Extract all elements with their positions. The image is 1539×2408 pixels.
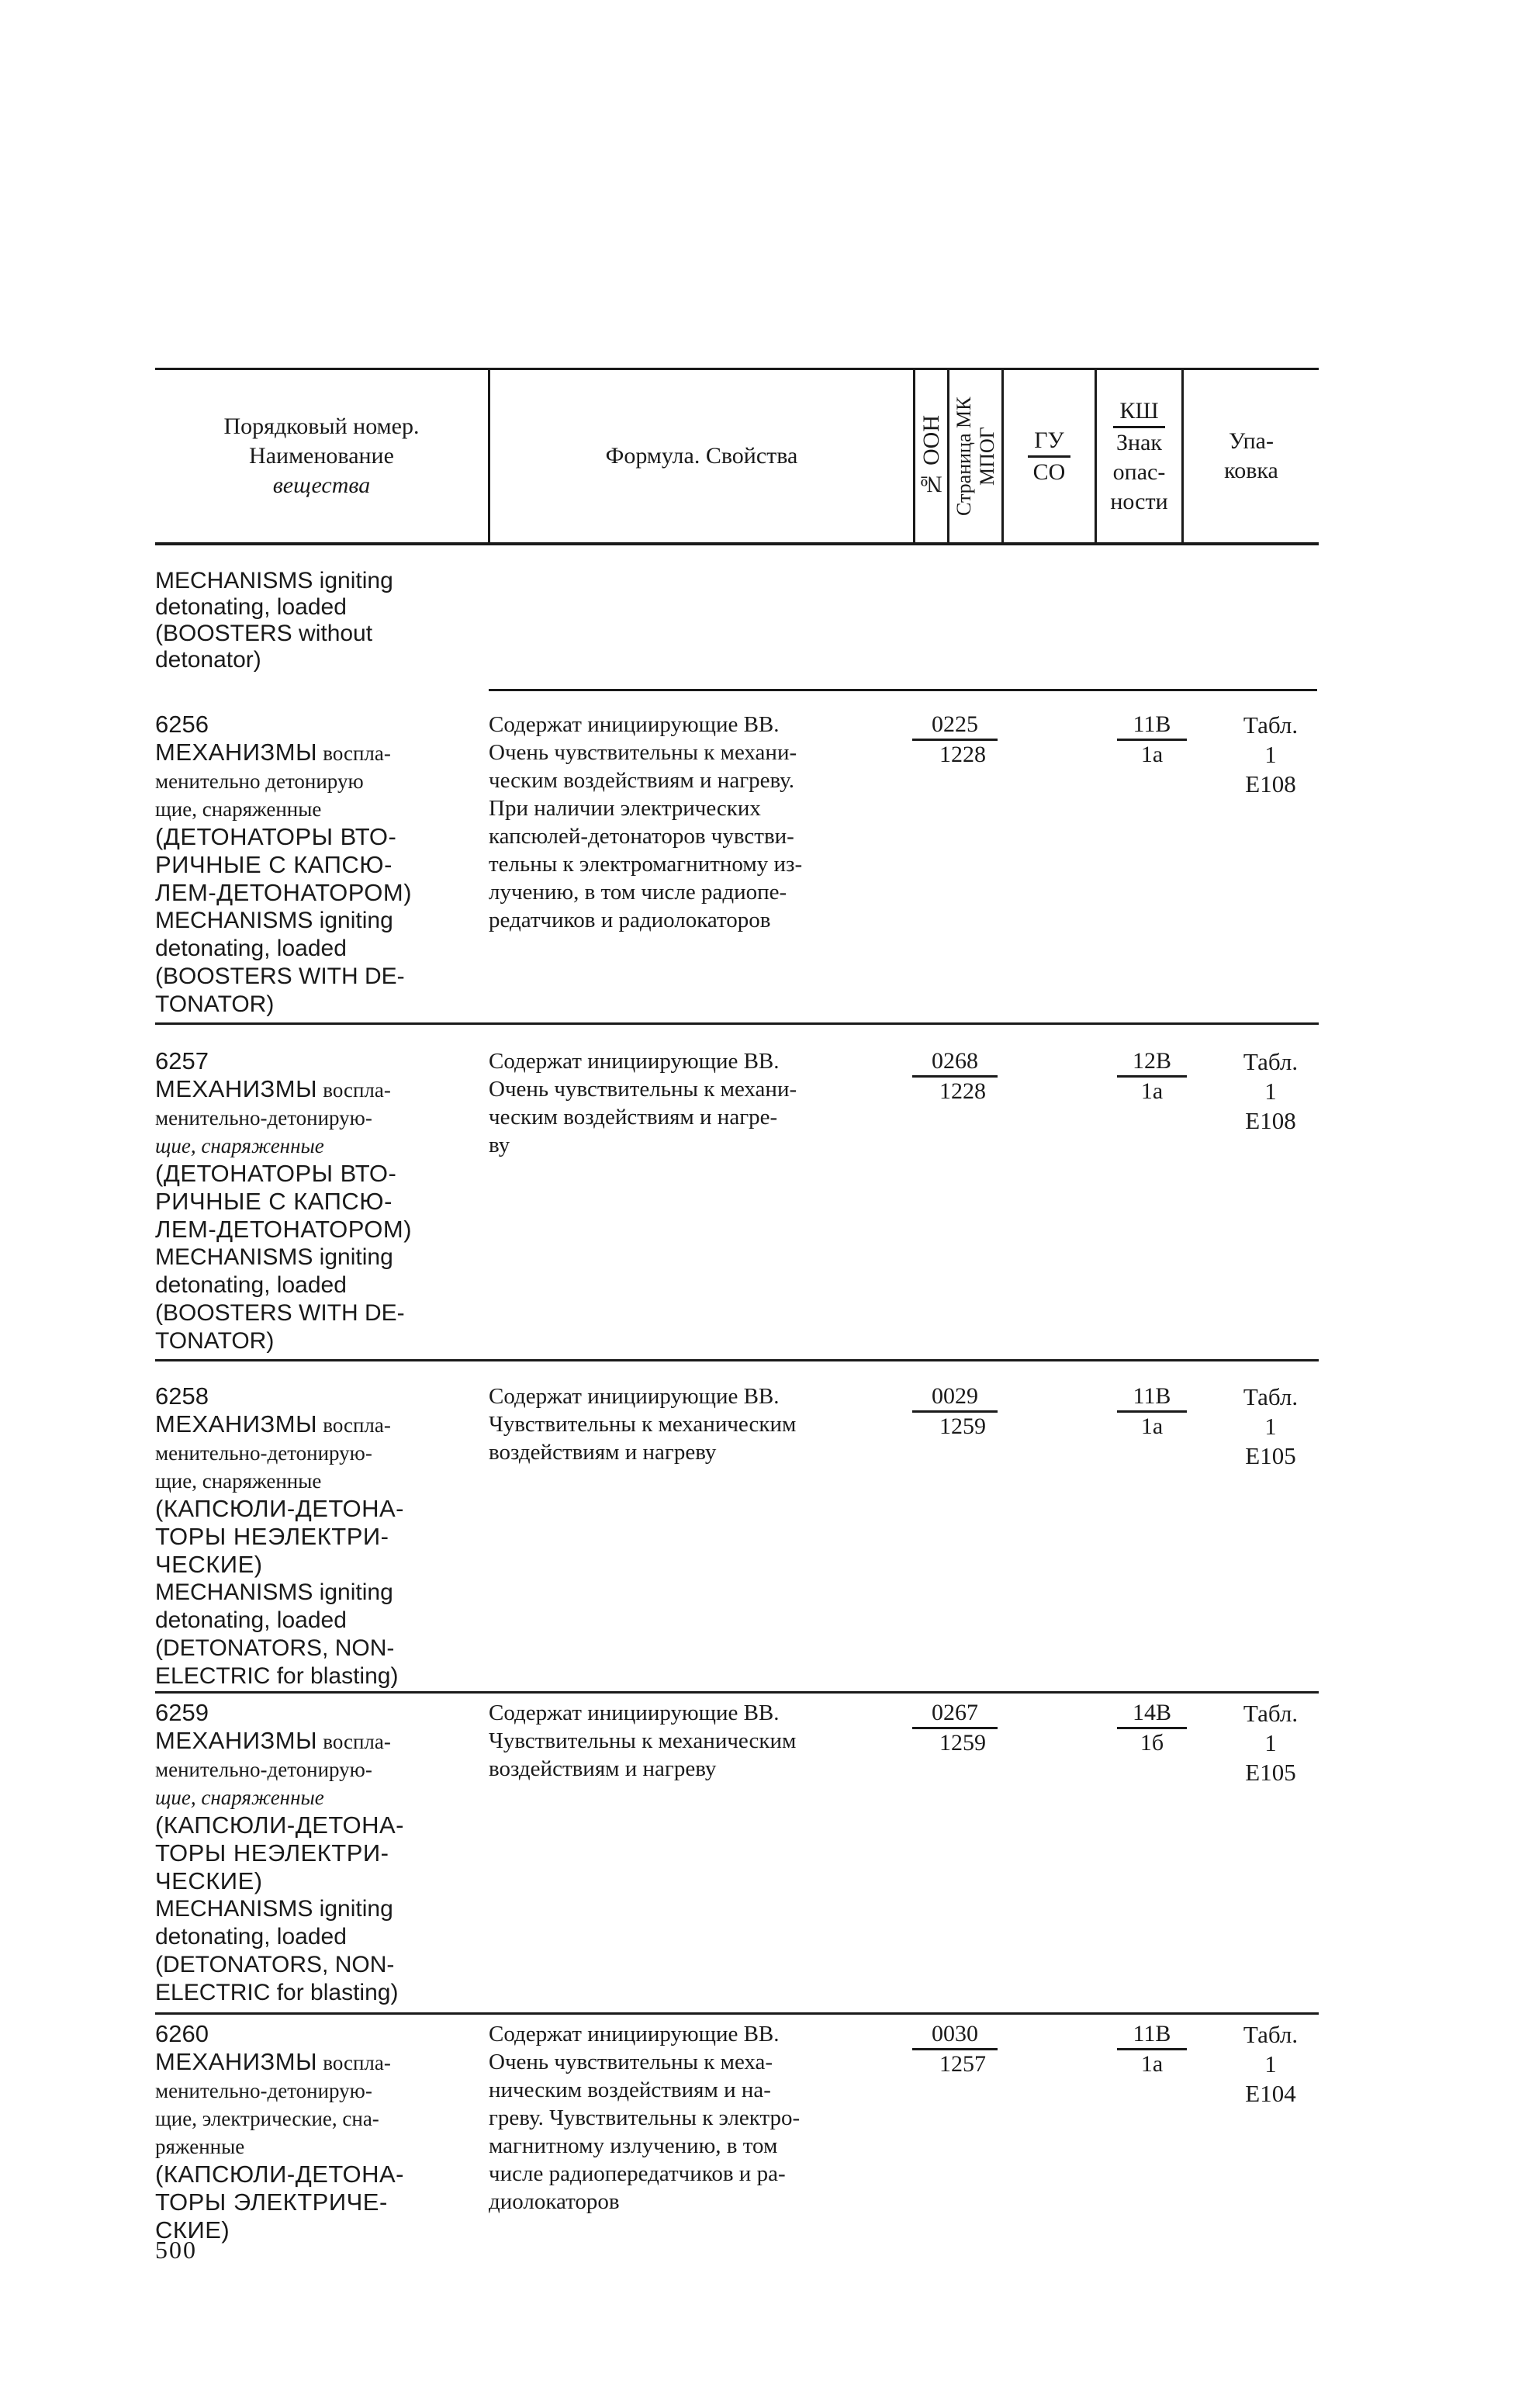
props-line4: ву: [489, 1133, 510, 1157]
header-sign-line2: опас-: [1112, 458, 1166, 485]
separator-rule: [155, 1691, 1319, 1694]
entry-alt-line3: ЧЕСКИЕ): [155, 1551, 263, 1578]
entry-packing: [1223, 2020, 1319, 2109]
entry-gu-fraction: [1109, 711, 1195, 769]
sign-value: 1а: [1140, 2051, 1164, 2077]
entry-name: [155, 2020, 481, 2244]
continued-line2: detonating, loaded: [155, 594, 347, 620]
props-line1: Содержат инициирующие ВВ.: [489, 2022, 780, 2046]
entry-packing: [1223, 1047, 1319, 1136]
entry-alt-line1: (ДЕТОНАТОРЫ ВТО-: [155, 823, 397, 850]
entry-name-caps: МЕХАНИЗМЫ: [155, 1727, 318, 1754]
gu-value: 11В: [1117, 1382, 1187, 1413]
pack-line3: Е105: [1245, 1442, 1296, 1469]
entry-un-fraction: [912, 2020, 998, 2078]
pack-line3: Е104: [1245, 2080, 1296, 2107]
pack-line2: 1: [1264, 741, 1277, 768]
entry-en-line3: (DETONATORS, NON-: [155, 1952, 395, 1977]
header-co-label: СО: [1032, 458, 1066, 485]
sign-value: 1а: [1140, 742, 1164, 767]
props-line3: воздействиям и нагреву: [489, 1440, 717, 1465]
entry-alt-line3: ЛЕМ-ДЕТОНАТОРОМ): [155, 1216, 413, 1243]
entry-en-line4: ELECTRIC for blasting): [155, 1663, 399, 1689]
sign-value: 1б: [1140, 1730, 1164, 1756]
entry-alt-line2: ТОРЫ ЭЛЕКТРИЧЕ-: [155, 2188, 388, 2216]
header-gu-label: ГУ: [1028, 426, 1070, 458]
un-number: 0029: [912, 1382, 998, 1413]
entry-name-rest: воспла-: [323, 2051, 391, 2074]
entry-name: [155, 711, 481, 1019]
entry-en-line1: MECHANISMS igniting: [155, 1244, 393, 1270]
entry-en-line2: detonating, loaded: [155, 1924, 347, 1950]
un-number: 0267: [912, 1699, 998, 1729]
pack-line2: 1: [1264, 1413, 1277, 1440]
pack-line2: 1: [1264, 2050, 1277, 2078]
entry-un-fraction: [912, 1382, 998, 1441]
entry-properties: [489, 2020, 917, 2216]
entry-en-line2: detonating, loaded: [155, 936, 347, 961]
gu-value: 11В: [1117, 711, 1187, 741]
entry-alt-line2: РИЧНЫЕ С КАПСЮ-: [155, 851, 393, 878]
props-line2: Чувствительны к механическим: [489, 1728, 797, 1753]
entry-name: [155, 1047, 481, 1355]
props-line5: магнитному излучению, в том: [489, 2133, 778, 2158]
mk-page: 1257: [939, 2051, 986, 2077]
entry-name-line3: щие, электрические, сна-: [155, 2107, 379, 2130]
entry-en-line3: (BOOSTERS WITH DE-: [155, 964, 405, 989]
entry-name-line3: щие, снаряженные: [155, 1786, 324, 1809]
pack-line2: 1: [1264, 1729, 1277, 1756]
entry-gu-fraction: [1109, 2020, 1195, 2078]
header-name-column: [155, 370, 490, 542]
entry-name-rest: воспла-: [323, 1730, 391, 1753]
entry-en-line1: MECHANISMS igniting: [155, 908, 393, 933]
props-line1: Содержат инициирующие ВВ.: [489, 1049, 780, 1074]
continued-line4: detonator): [155, 647, 261, 673]
header-pack-column: [1184, 370, 1319, 542]
header-gu-column: [1004, 370, 1097, 542]
entry-gu-fraction: [1109, 1382, 1195, 1441]
mk-page: 1228: [939, 742, 986, 767]
entry-en-line3: (DETONATORS, NON-: [155, 1635, 395, 1661]
props-line2: Очень чувствительны к механи-: [489, 1077, 797, 1102]
continued-entry: [155, 568, 489, 673]
separator-rule: [155, 1359, 1319, 1361]
entry-en-line4: TONATOR): [155, 1328, 275, 1354]
header-un-label: № ООН: [918, 415, 944, 497]
entry-name-rest: воспла-: [323, 1413, 391, 1437]
props-line8: редатчиков и радиолокаторов: [489, 908, 771, 932]
header-un-column: [915, 370, 949, 542]
entry-un-fraction: [912, 711, 998, 769]
entry-name-line2: менительно-детонирую-: [155, 1758, 372, 1781]
entry-name-rest: воспла-: [323, 742, 391, 765]
props-line6: тельны к электромагнитному из-: [489, 852, 803, 877]
props-line7: лучению, в том числе радиопе-: [489, 880, 787, 905]
entry-name-line2: менительно-детонирую-: [155, 1441, 372, 1465]
entry-alt-line3: СКИЕ): [155, 2216, 230, 2244]
props-line3: воздействиям и нагреву: [489, 1756, 717, 1781]
entry-properties: [489, 1047, 917, 1159]
separator-rule: [489, 689, 1317, 691]
entry-name-line2: менительно детонирую: [155, 770, 364, 793]
entry-alt-line1: (КАПСЮЛИ-ДЕТОНА-: [155, 1495, 404, 1522]
entry-number: 6258: [155, 1382, 209, 1410]
header-page-column: [949, 370, 1004, 542]
props-line2: Чувствительны к механическим: [489, 1412, 797, 1437]
pack-line1: Табл.: [1243, 711, 1299, 739]
entry-name-caps: МЕХАНИЗМЫ: [155, 739, 318, 766]
un-number: 0030: [912, 2020, 998, 2050]
entry-alt-line3: ЛЕМ-ДЕТОНАТОРОМ): [155, 879, 413, 906]
props-line4: греву. Чувствительны к электро-: [489, 2105, 801, 2130]
entry-name-line2: менительно-детонирую-: [155, 2079, 372, 2102]
props-line3: ческим воздействиям и нагре-: [489, 1105, 778, 1130]
table-header-block: [155, 368, 1319, 545]
entry-packing: [1223, 1382, 1319, 1471]
entry-name: [155, 1382, 481, 1690]
props-line2: Очень чувствительны к меха-: [489, 2050, 773, 2074]
gu-value: 11В: [1117, 2020, 1187, 2050]
mk-page: 1228: [939, 1078, 986, 1104]
entry-en-line4: ELECTRIC for blasting): [155, 1980, 399, 2005]
props-line7: диолокаторов: [489, 2189, 620, 2214]
entry-number: 6257: [155, 1047, 209, 1074]
entry-properties: [489, 1699, 917, 1783]
entry-number: 6260: [155, 2020, 209, 2047]
pack-line2: 1: [1264, 1078, 1277, 1105]
header-pack-line2: ковка: [1224, 458, 1278, 483]
continued-line1: MECHANISMS igniting: [155, 568, 393, 593]
pack-line3: Е108: [1245, 1107, 1296, 1134]
props-line1: Содержат инициирующие ВВ.: [489, 1384, 780, 1409]
header-formula-column: [490, 370, 915, 542]
pack-line1: Табл.: [1243, 1048, 1299, 1075]
header-sign-column: [1097, 370, 1184, 542]
header-page-label: Страница МК МПОГ: [952, 396, 998, 516]
pack-line1: Табл.: [1243, 1700, 1299, 1727]
entry-alt-line2: РИЧНЫЕ С КАПСЮ-: [155, 1188, 393, 1215]
header-formula-label: Формула. Свойства: [605, 443, 798, 469]
entry-number: 6259: [155, 1699, 209, 1726]
props-line2: Очень чувствительны к механи-: [489, 740, 797, 765]
header-pack-line1: Упа-: [1229, 428, 1274, 454]
entry-un-fraction: [912, 1047, 998, 1105]
props-line1: Содержат инициирующие ВВ.: [489, 1700, 780, 1725]
entry-alt-line1: (КАПСЮЛИ-ДЕТОНА-: [155, 2161, 404, 2188]
separator-rule: [155, 2012, 1319, 2015]
props-line6: числе радиопередатчиков и ра-: [489, 2161, 786, 2186]
entry-alt-line2: ТОРЫ НЕЭЛЕКТРИ-: [155, 1839, 389, 1867]
entry-packing: [1223, 711, 1319, 799]
entry-en-line3: (BOOSTERS WITH DE-: [155, 1300, 405, 1326]
entry-name-line3: щие, снаряженные: [155, 1134, 324, 1157]
entry-en-line2: detonating, loaded: [155, 1607, 347, 1633]
pack-line1: Табл.: [1243, 1383, 1299, 1410]
props-line5: капсюлей-детонаторов чувстви-: [489, 824, 794, 849]
gu-value: 14В: [1117, 1699, 1187, 1729]
props-line4: При наличии электрических: [489, 796, 761, 821]
entry-en-line1: MECHANISMS igniting: [155, 1579, 393, 1605]
sign-value: 1а: [1140, 1078, 1164, 1104]
entry-gu-fraction: [1109, 1699, 1195, 1757]
un-number: 0268: [912, 1047, 998, 1078]
entry-name-rest: воспла-: [323, 1078, 391, 1102]
entry-un-fraction: [912, 1699, 998, 1757]
entry-alt-line1: (КАПСЮЛИ-ДЕТОНА-: [155, 1811, 404, 1839]
entry-name-caps: МЕХАНИЗМЫ: [155, 1410, 318, 1438]
entry-alt-line3: ЧЕСКИЕ): [155, 1867, 263, 1894]
entry-properties: [489, 711, 917, 934]
props-line1: Содержат инициирующие ВВ.: [489, 712, 780, 737]
entry-en-line4: TONATOR): [155, 991, 275, 1017]
entry-gu-fraction: [1109, 1047, 1195, 1105]
entry-alt-line1: (ДЕТОНАТОРЫ ВТО-: [155, 1160, 397, 1187]
header-name-line2: Наименование: [249, 443, 394, 469]
entry-en-line2: detonating, loaded: [155, 1272, 347, 1298]
entry-en-line1: MECHANISMS igniting: [155, 1896, 393, 1922]
entry-name: [155, 1699, 481, 2007]
page-number: 500: [155, 2236, 197, 2264]
entry-name-caps: МЕХАНИЗМЫ: [155, 2048, 318, 2075]
mk-page: 1259: [939, 1730, 986, 1756]
header-name-line3: вещества: [272, 472, 371, 498]
pack-line3: Е105: [1245, 1759, 1296, 1786]
props-line3: ческим воздействиям и нагреву.: [489, 768, 795, 793]
entry-name-caps: МЕХАНИЗМЫ: [155, 1075, 318, 1102]
header-sign-line3: ности: [1110, 488, 1168, 514]
gu-value: 12В: [1117, 1047, 1187, 1078]
header-ksh-label: КШ: [1113, 396, 1164, 428]
header-name-line1: Порядковый номер.: [223, 413, 420, 439]
pack-line3: Е108: [1245, 770, 1296, 797]
entry-properties: [489, 1382, 917, 1466]
header-sign-line1: Знак: [1116, 429, 1162, 455]
entry-name-line4: ряженные: [155, 2135, 245, 2158]
entry-name-line3: щие, снаряженные: [155, 1469, 322, 1493]
continued-line3: (BOOSTERS without: [155, 621, 373, 646]
sign-value: 1а: [1140, 1413, 1164, 1439]
pack-line1: Табл.: [1243, 2021, 1299, 2048]
entry-name-line3: щие, снаряженные: [155, 797, 322, 821]
props-line3: ническим воздействиям и на-: [489, 2078, 771, 2102]
entry-name-line2: менительно-детонирую-: [155, 1106, 372, 1130]
entry-number: 6256: [155, 711, 209, 738]
entry-packing: [1223, 1699, 1319, 1787]
mk-page: 1259: [939, 1413, 986, 1439]
table-header: [155, 370, 1319, 545]
un-number: 0225: [912, 711, 998, 741]
entry-alt-line2: ТОРЫ НЕЭЛЕКТРИ-: [155, 1523, 389, 1550]
separator-rule: [155, 1022, 1319, 1025]
